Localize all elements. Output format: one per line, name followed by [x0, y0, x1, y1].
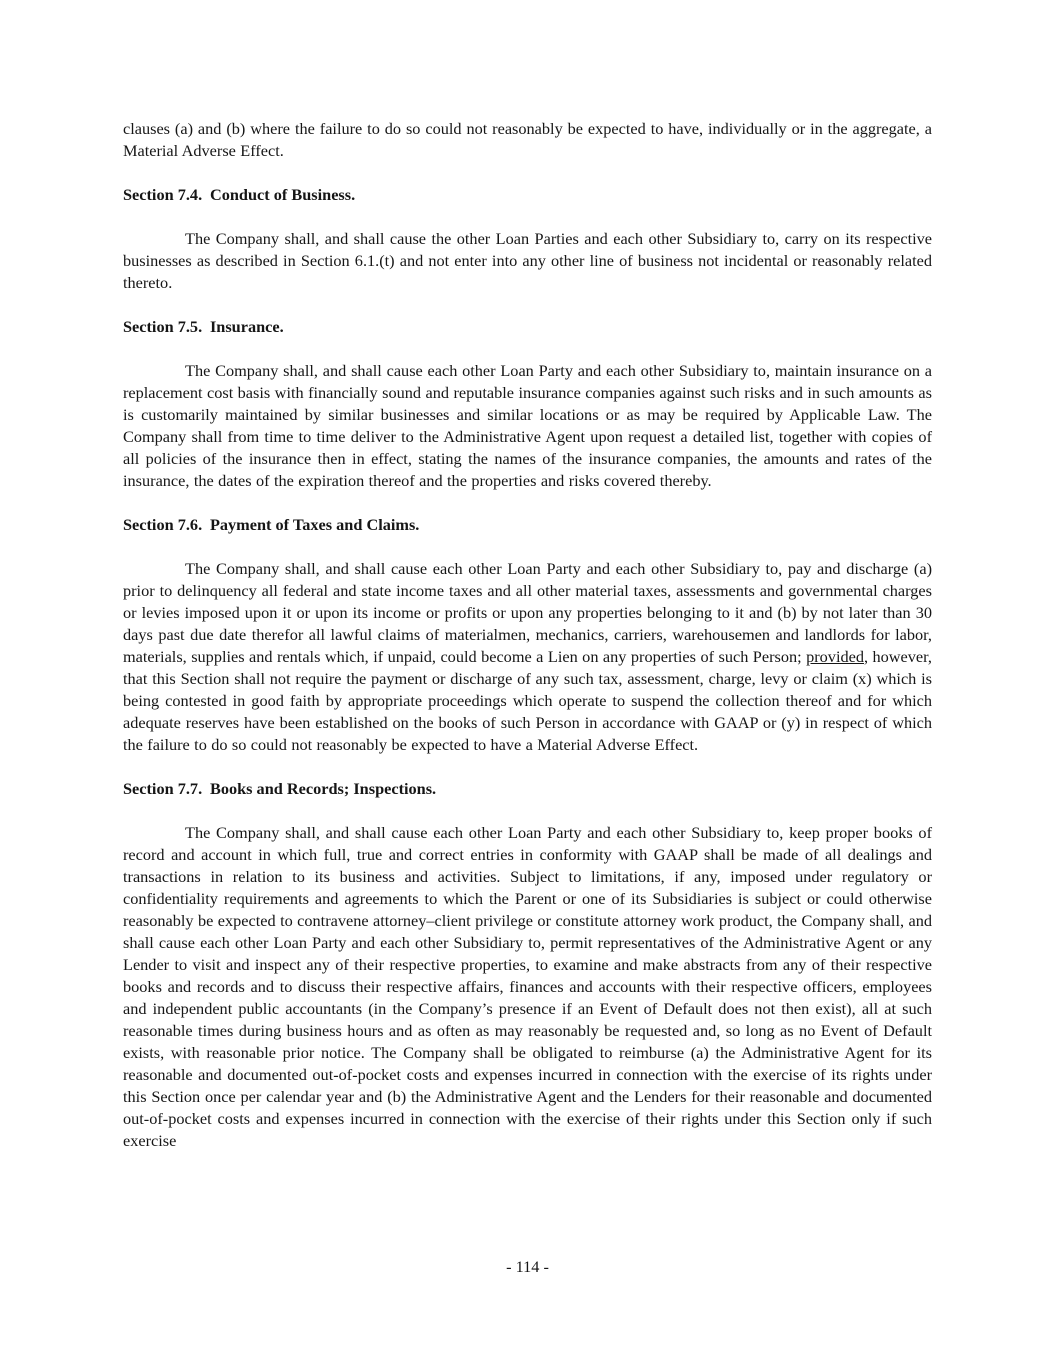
section-7-5-paragraph: The Company shall, and shall cause each other Loan Party and each other Subsidiary to, maintain insurance on a replacement cost basis with financially sound and reputable insurance companies against such risks and in such amounts as is customarily maintained by similar businesses and similar locations or as may be required by Applicable Law. The Company shall from time to time deliver to the Administrative Agent upon request a detailed list, together with copies of all policies of the insurance then in effect, stating the names of the insurance companies, the amounts and rates of the insurance, the dates of the expiration thereof and the properties and risks covered thereby.: [123, 361, 932, 490]
page-number: - 114 -: [506, 1257, 549, 1276]
section-title: Books and Records; Inspections.: [209, 779, 437, 798]
continuation-paragraph: clauses (a) and (b) where the failure to do so could not reasonably be expected to have, individually or in the aggregate, a Material Adverse Effect.: [123, 119, 932, 160]
section-7-4-paragraph: The Company shall, and shall cause the other Loan Parties and each other Subsidiary to, carry on its respective businesses as described in Section 6.1.(t) and not enter into any other line of business not incidental or reasonably related thereto.: [123, 229, 932, 292]
section-number: Section 7.5.: [123, 317, 203, 336]
section-7-7-paragraph: The Company shall, and shall cause each other Loan Party and each other Subsidiary to, keep proper books of record and account in which full, true and correct entries in conformity with GAAP shall be made of all dealings and transactions in relation to its business and activities. Subject to limitations, if any, imposed under regulatory or confidentiality requirements and agreements to which the Parent or one of its Subsidiaries is subject or could otherwise reasonably be expected to contravene attorney–client privilege or constitute attorney work product, the Company shall, and shall cause each other Loan Party and each other Subsidiary to, permit representatives of the Administrative Agent or any Lender to visit and inspect any of their respective properties, to examine and make abstracts from any of their respective books and records and to discuss their respective affairs, finances and accounts with their respective officers, employees and independent public accountants (in the Company’s presence if an Event of Default does not then exist), all at such reasonable times during business hours and as often as may reasonably be requested and, so long as no Event of Default exists, with reasonable prior notice. The Company shall be obligated to reimburse (a) the Administrative Agent for its reasonable and documented out-of-pocket costs and expenses incurred in connection with the exercise of its rights under this Section once per calendar year and (b) the Administrative Agent and the Lenders for their reasonable and documented out-of-pocket costs and expenses incurred in connection with the exercise of their rights under this Section only if such exercise: [123, 823, 932, 1150]
section-title: Payment of Taxes and Claims.: [209, 515, 420, 534]
section-number: Section 7.4.: [123, 185, 203, 204]
section-title: Conduct of Business.: [209, 185, 356, 204]
paragraph-text-segment: , however, that this Section shall not require the payment or discharge of any such tax, assessment, charge, levy or claim (x) which is being contested in good faith by appropriate proceedings which operate to suspend the collection thereof and for which adequate reserves have been established on the books of such Person in accordance with GAAP or (y) in respect of which the failure to do so could not reasonably be expected to have a Material Adverse Effect.: [123, 647, 932, 754]
paragraph-text-segment: The Company shall, and shall cause each other Loan Party and each other Subsidiary to, pay and discharge (a) prior to delinquency all federal and state income taxes and all other material taxes, assessments and governmental charges or levies imposed upon it or upon its income or profits or upon any properties belonging to it and (b) by not later than 30 days past due date therefor all lawful claims of materialmen, mechanics, carriers, warehousemen and landlords for labor, materials, supplies and rentals which, if unpaid, could become a Lien on any properties of such Person;: [123, 559, 932, 666]
document-body: [123, 118, 932, 1174]
section-number: Section 7.7.: [123, 779, 203, 798]
section-heading-7-7: [123, 778, 932, 800]
section-heading-7-4: [123, 184, 932, 206]
provided-underlined-term: provided: [806, 647, 864, 666]
section-heading-7-5: [123, 316, 932, 338]
section-number: Section 7.6.: [123, 515, 203, 534]
section-7-6-paragraph: [123, 558, 932, 756]
section-heading-7-6: [123, 514, 932, 536]
section-title: Insurance.: [209, 317, 284, 336]
